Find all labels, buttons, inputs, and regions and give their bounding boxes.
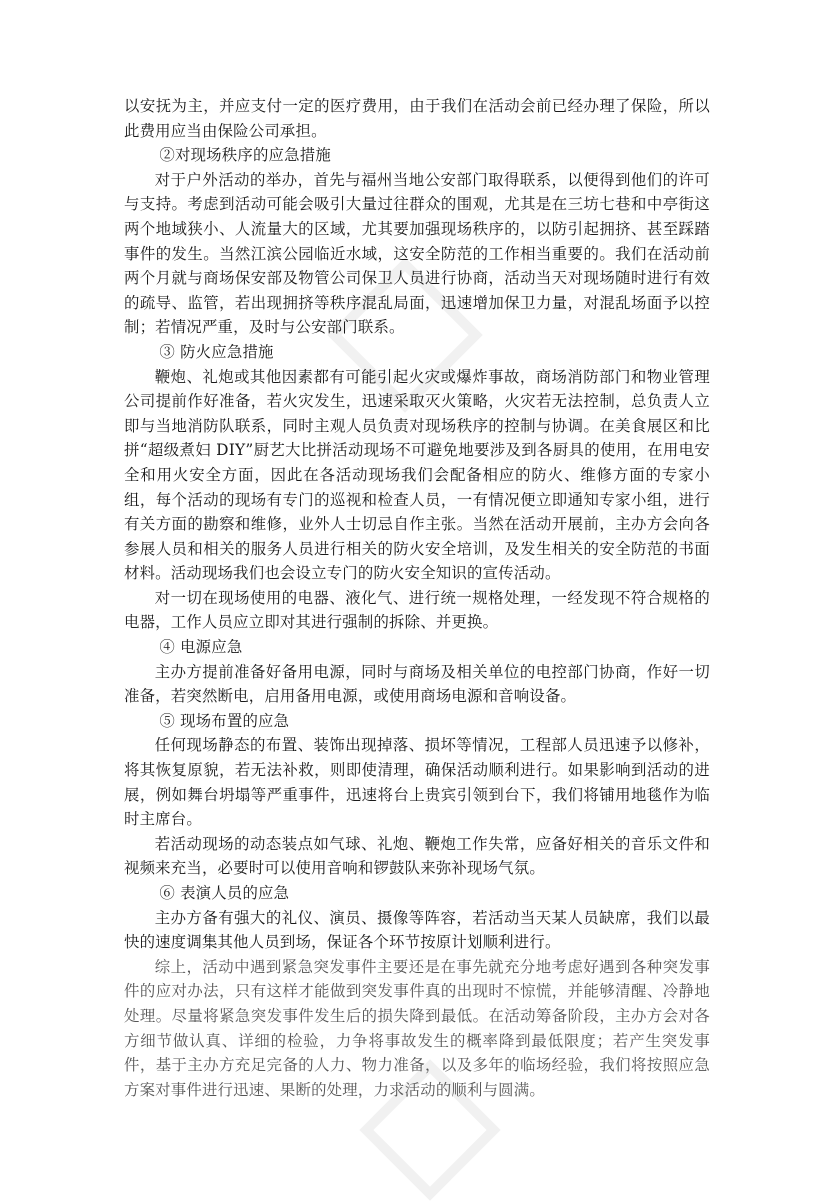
section-heading: ②对现场秩序的应急措施 bbox=[159, 146, 331, 165]
paragraph: 主办方提前准备好备用电源，同时与商场及相关单位的电控部门协商，作好一切准备，若突然断电，启用备用电源，或使用商场电源和音响设备。 bbox=[124, 662, 710, 706]
paragraph: 对于户外活动的举办，首先与福州当地公安部门取得联系，以便得到他们的许可与支持。考虑到活动可能会吸引大量过往群众的围观，尤其是在三坊七巷和中亭街这两个地域狭小、人流量大的区域，尤其要加强现场秩序的，以防引起拥挤、甚至踩踏事件的发生。当然江滨公园临近水域，这安全防范的工作相当重要的。我们在活动前两个月就与商场保安部及物管公司保卫人员进行协商，活动当天对现场随时进行有效的疏导、监管，若出现拥挤等秩序混乱局面，迅速增加保卫力量，对混乱场面予以控制；若情况严重，及时与公安部门联系。 bbox=[124, 170, 710, 337]
paragraph: 鞭炮、礼炮或其他因素都有可能引起火灾或爆炸事故，商场消防部门和物业管理公司提前作好准备，若火灾发生，迅速采取灭火策略，火灾若无法控制，总负责人立即与当地消防队联系，同时主观人员负责对现场秩序的控制与协调。在美食展区和比拼“超级煮妇 DIY”厨艺大比拼活动现场不可避免地要涉及到各厨具的使用，在用电安全和用火安全方面，因此在各活动现场我们会配备相应的防火、维修方面的专家小组，每个活动的现场有专门的巡视和检查人员，一有情况便立即通知专家小组，进行有关方面的勘察和维修，业外人士切忌自作主张。当然在活动开展前，主办方会向各参展人员和相关的服务人员进行相关的防火安全培训，及发生相关的安全防范的书面材料。活动现场我们也会设立专门的防火安全知识的宣传活动。 bbox=[124, 367, 710, 583]
paragraph: 任何现场静态的布置、装饰出现掉落、损坏等情况，工程部人员迅速予以修补，将其恢复原貌，若无法补救，则即使清理，确保活动顺利进行。如果影响到活动的进展，例如舞台坍塌等严重事件，迅速将台上贵宾引领到台下，我们将铺用地毯作为临时主席台。 bbox=[124, 736, 710, 829]
paragraph: 若活动现场的动态装点如气球、礼炮、鞭炮工作失常，应备好相关的音乐文件和视频来充当，必要时可以使用音响和锣鼓队来弥补现场气氛。 bbox=[124, 834, 710, 878]
paragraph: 主办方备有强大的礼仪、演员、摄像等阵容，若活动当天某人员缺席，我们以最快的速度调集其他人员到场，保证各个环节按原计划顺利进行。 bbox=[124, 908, 710, 952]
section-heading: ③ 防火应急措施 bbox=[159, 342, 274, 361]
section-heading: ④ 电源应急 bbox=[159, 638, 243, 657]
section-heading: ⑥ 表演人员的应急 bbox=[159, 884, 290, 902]
paragraph: 对一切在现场使用的电器、液化气、进行统一规格处理，一经发现不符合规格的电器，工作人员应立即对其进行强制的拆除、并更换。 bbox=[124, 588, 710, 632]
document-body bbox=[124, 94, 710, 1102]
summary-paragraph: 综上，活动中遇到紧急突发事件主要还是在事先就充分地考虑好遇到各种突发事件的应对办法，只有这样才能做到突发事件真的出现时不惊慌，并能够清醒、冷静地处理。尽量将紧急突发事件发生后的损失降到最低。在活动筹备阶段，主办方会对各方细节做认真、详细的检验，力争将事故发生的概率降到最低限度；若产生突发事件，基于主办方充足完备的人力、物力准备，以及多年的临场经验，我们将按照应急方案对事件进行迅速、果断的处理，力求活动的顺利与圆满。 bbox=[124, 957, 710, 1099]
section-heading: ⑤ 现场布置的应急 bbox=[159, 711, 290, 730]
paragraph: 以安抚为主，并应支付一定的医疗费用，由于我们在活动会前已经办理了保险，所以此费用应当由保险公司承担。 bbox=[124, 97, 710, 140]
